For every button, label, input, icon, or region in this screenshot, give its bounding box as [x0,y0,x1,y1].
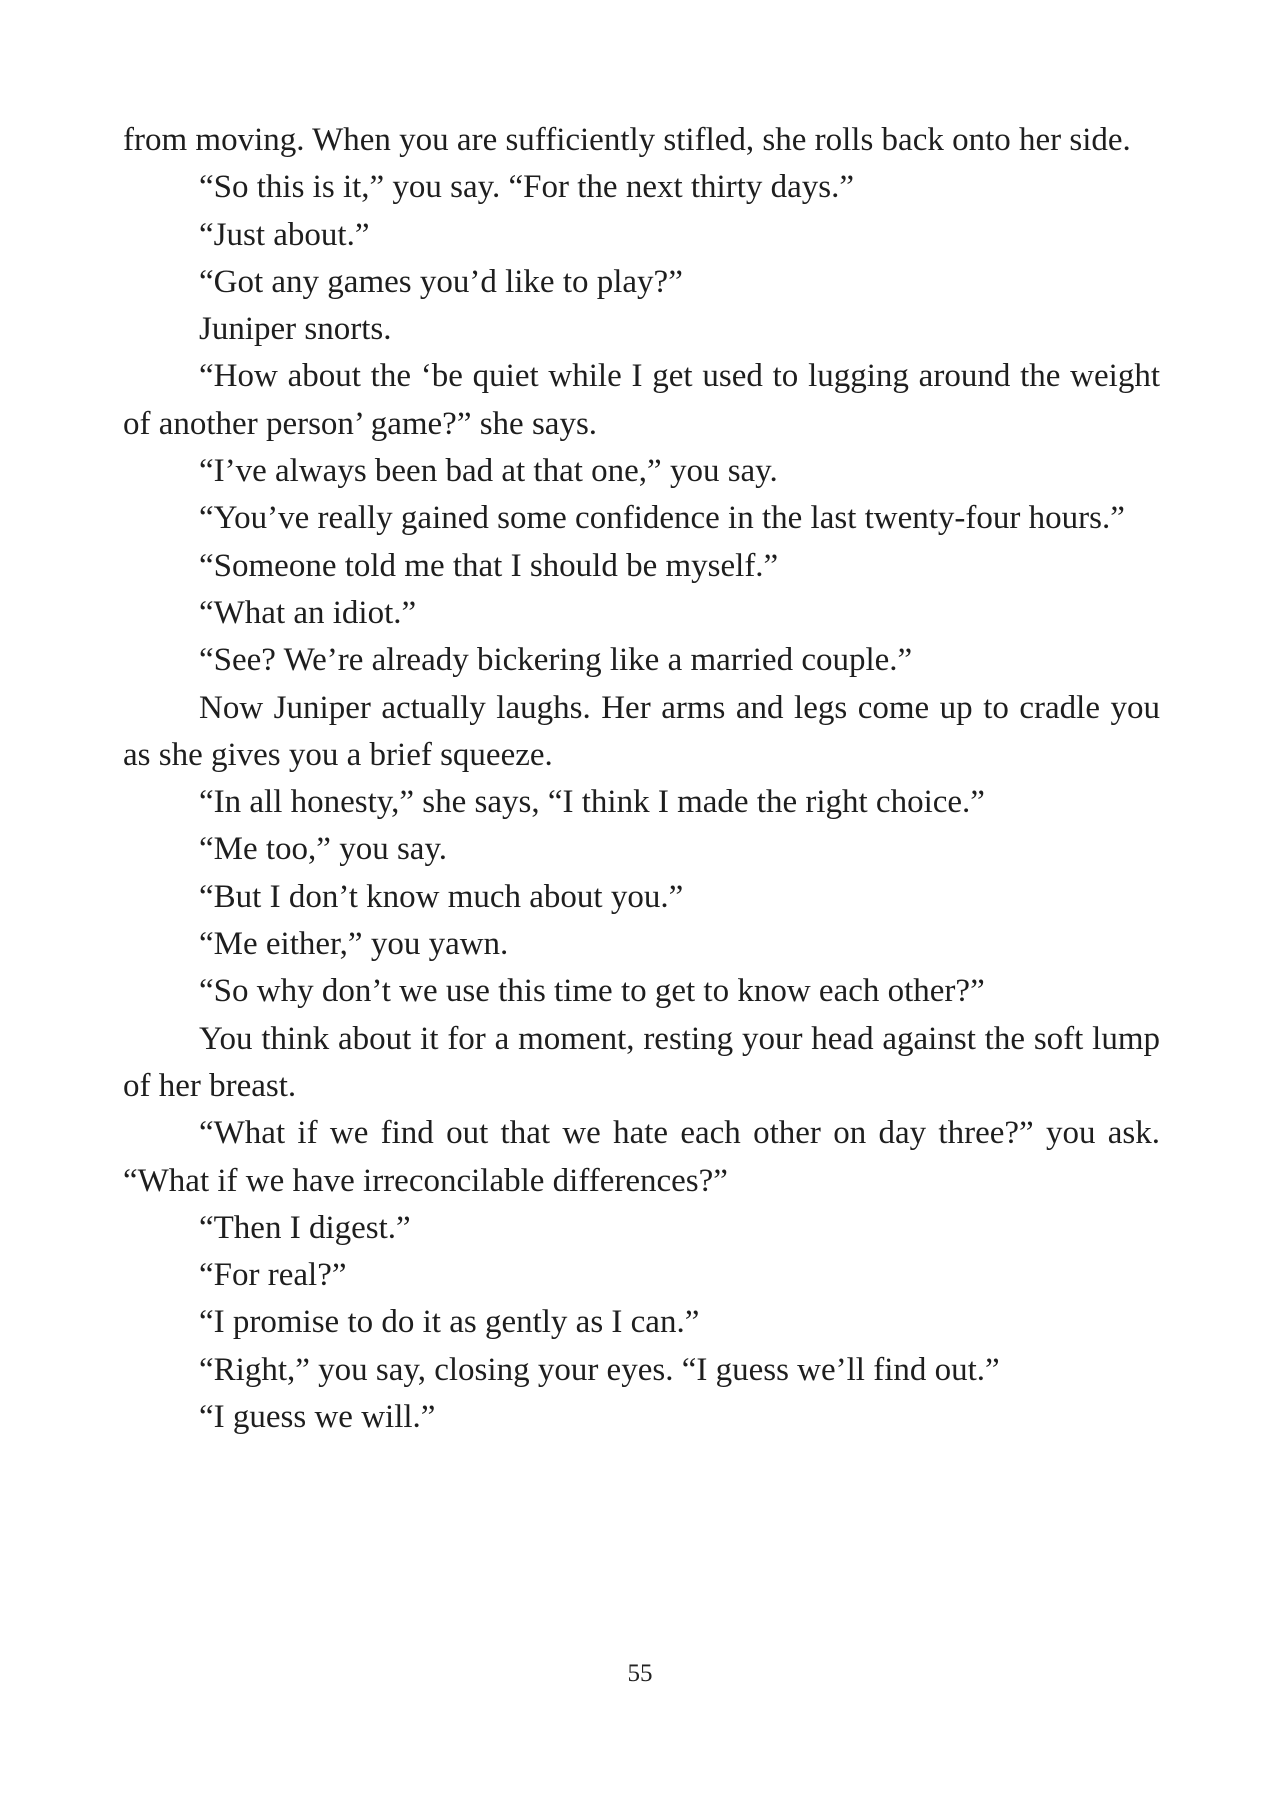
paragraph: “See? We’re already bickering like a married couple.” [199,642,913,679]
paragraph: Now Juniper actually laughs. Her arms and legs come up to cradle you as she gives you a brief squeeze. [123,689,1160,773]
paragraph: “I promise to do it as gently as I can.” [199,1304,700,1341]
paragraph-continuation: from moving. When you are sufficiently stifled, she rolls back onto her side. [123,122,1131,158]
paragraph: “So this is it,” you say. “For the next thirty days.” [199,169,855,206]
paragraph: “Me too,” you say. [199,831,448,868]
paragraph: “Someone told me that I should be myself.” [199,547,779,584]
paragraph: “Then I digest.” [199,1209,411,1246]
paragraph: Juniper snorts. [199,311,392,348]
paragraph: “Me either,” you yawn. [199,926,509,963]
paragraph: “I’ve always been bad at that one,” you say. [199,453,778,490]
paragraph: “What an idiot.” [199,594,417,631]
paragraph: You think about it for a moment, resting your head against the soft lump of her breast. [123,1020,1160,1104]
paragraph: “So why don’t we use this time to get to know each other?” [199,973,985,1010]
paragraph: “How about the ‘be quiet while I get used to lugging around the weight of another person’ game?” she says. [123,358,1160,442]
paragraph: “Right,” you say, closing your eyes. “I guess we’ll find out.” [199,1351,1000,1388]
body-text [123,117,1160,1441]
paragraph: “But I don’t know much about you.” [199,878,684,915]
paragraph: “I guess we will.” [199,1399,436,1436]
paragraph: “You’ve really gained some confidence in the last twenty-four hours.” [199,500,1125,537]
paragraph: “In all honesty,” she says, “I think I made the right choice.” [199,784,985,821]
paragraph: “Got any games you’d like to play?” [199,263,683,300]
page-number: 55 [627,1660,653,1687]
paragraph: “Just about.” [199,216,370,253]
paragraph: “What if we find out that we hate each other on day three?” you ask. “What if we have irreconcilable differences?” [123,1115,1160,1199]
paragraph: “For real?” [199,1257,347,1294]
